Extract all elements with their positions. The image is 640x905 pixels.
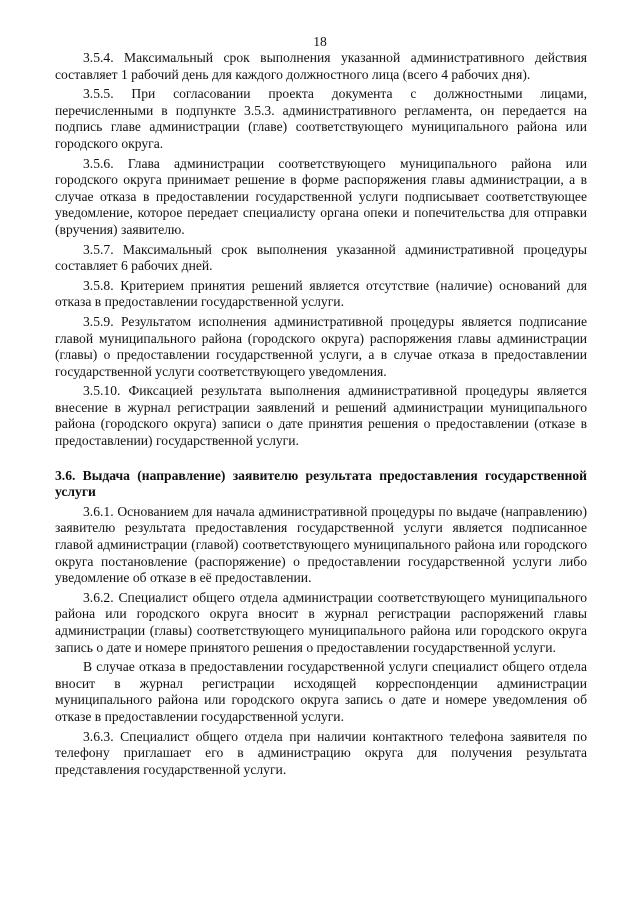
paragraph-3-5-6: 3.5.6. Глава администрации соответствующего муниципального района или городского округа принимает решение в форме распоряжения главы администрации, а в случае отказа в предоставлении государственной услуги подписывает соответствующее уведомление, которое передает специалисту органа опеки и попечительства для отправки (вручения) заявителю. [55,155,587,237]
paragraph-3-6-1: 3.6.1. Основанием для начала административной процедуры по выдаче (направлению) заявителю результата предоставления государственной услуги является подписанное главой администрации (главой) соответствующего муниципального района или городского округа постановление (распоряжение) о предоставлении государственной услуги либо уведомление об отказе в её предоставлении. [55,503,587,586]
paragraph-refusal-case: В случае отказа в предоставлении государственной услуги специалист общего отдела вносит в журнал регистрации исходящей корреспонденции администрации муниципального района или городского округа запись о дате и номере уведомления об отказе в предоставлении государственной услуги. [55,659,587,724]
page-number: 18 [313,34,327,49]
paragraph-3-5-8: 3.5.8. Критерием принятия решений является отсутствие (наличие) оснований для отказа в предоставлении государственной услуги. [55,277,587,310]
paragraph-3-6-3: 3.6.3. Специалист общего отдела при наличии контактного телефона заявителя по телефону приглашает его в администрацию округа для получения результата представления государственной услуги. [55,728,587,777]
paragraph-3-5-4: 3.5.4. Максимальный срок выполнения указанной административного действия составляет 1 рабочий день для каждого должностного лица (всего 4 рабочих дня). [55,50,587,82]
paragraph-3-6-2: 3.6.2. Специалист общего отдела администрации соответствующего муниципального района или городского округа вносит в журнал регистрации распоряжений главы администрации (главы) соответствующего муниципального района или городского округа запись о дате и номере принятого решения о предоставлении государственной услуги. [55,589,587,655]
document-body [55,50,587,778]
section-heading-3-6: 3.6. Выдача (направление) заявителю результата предоставления государственной услуги [55,467,587,500]
paragraph-3-5-9: 3.5.9. Результатом исполнения административной процедуры является подписание главой муниципального района (городского округа) распоряжения главы администрации (главы) о предоставлении государственной услуги, а в случае отказа в предоставлении государственной услуги соответствующего уведомления. [55,313,587,379]
paragraph-3-5-7: 3.5.7. Максимальный срок выполнения указанной административной процедуры составляет 6 рабочих дней. [55,241,587,274]
paragraph-3-5-10: 3.5.10. Фиксацией результата выполнения административной процедуры является внесение в журнал регистрации заявлений и решений администрации муниципального района (городского округа) записи о дате принятия решения о предоставлении (отказе в предоставлении) государственной услуги. [55,383,587,449]
paragraph-3-5-5: 3.5.5. При согласовании проекта документа с должностными лицами, перечисленными в подпункте 3.5.3. административного регламента, он передается на подпись главе администрации (главе) соответствующего муниципального района или городского округа. [55,86,587,151]
